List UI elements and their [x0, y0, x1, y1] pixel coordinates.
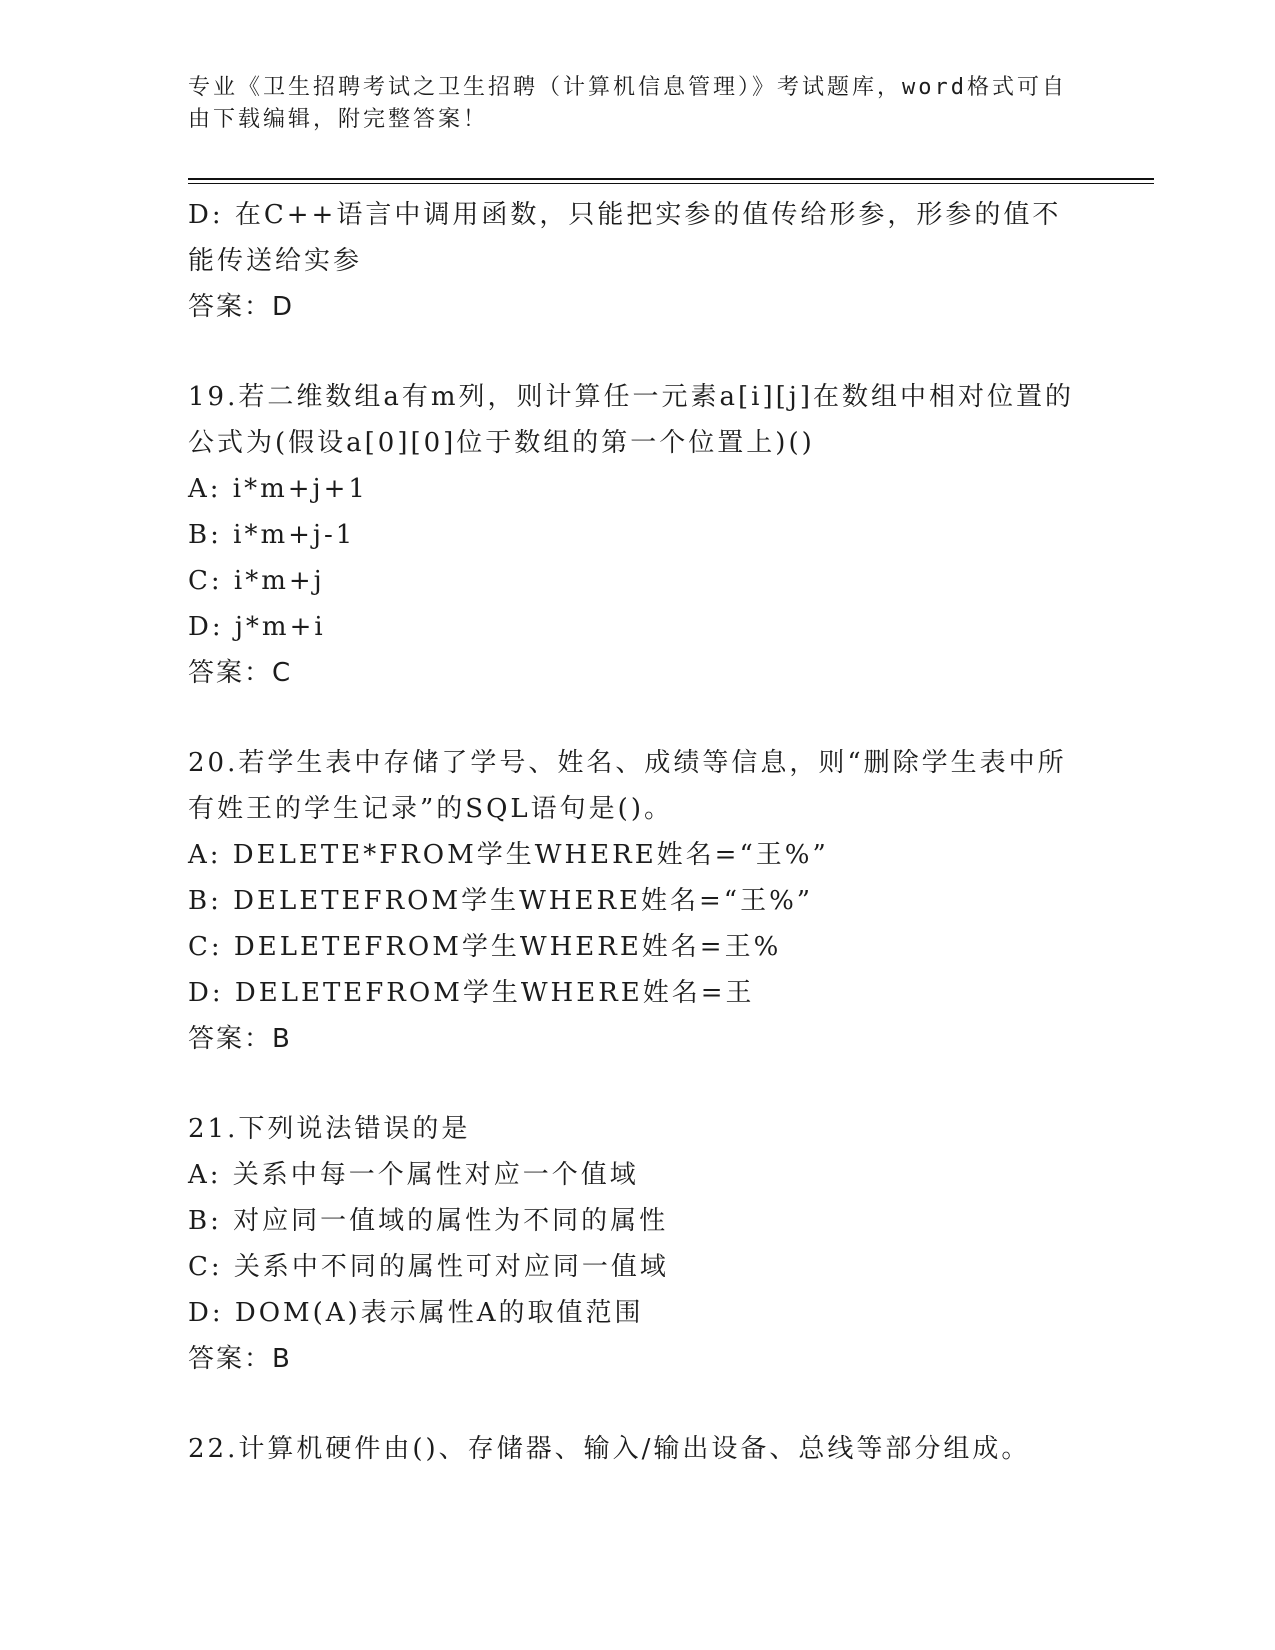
option-a: A: DELETE*FROM学生WHERE姓名=“王%” [188, 840, 829, 870]
carryover-option-d: D: 在C++语言中调用函数，只能把实参的值传给形参，形参的值不能传送给实参 [188, 200, 1062, 276]
answer-line: 答案：B [188, 1024, 292, 1054]
option-a: A: 关系中每一个属性对应一个值域 [188, 1160, 639, 1190]
document-header: 专业《卫生招聘考试之卫生招聘（计算机信息管理）》考试题库，word格式可自由下载编辑，附完整答案！ [188, 75, 1067, 132]
option-d: D: DOM(A)表示属性A的取值范围 [188, 1298, 644, 1328]
option-c: C: 关系中不同的属性可对应同一值域 [188, 1252, 669, 1282]
option-b: B: 对应同一值域的属性为不同的属性 [188, 1206, 669, 1236]
header-divider-thick [188, 178, 1154, 180]
carryover-answer: 答案：D [188, 292, 295, 322]
option-b: B: DELETEFROM学生WHERE姓名=“王%” [188, 886, 814, 916]
option-c: C: DELETEFROM学生WHERE姓名=王% [188, 932, 782, 962]
question-22 [188, 1426, 1078, 1472]
question-stem: 21.下列说法错误的是 [188, 1114, 471, 1144]
header-divider-thin [188, 183, 1154, 184]
question-stem: 20.若学生表中存储了学号、姓名、成绩等信息，则“删除学生表中所有姓王的学生记录”的SQL语句是()。 [188, 748, 1067, 824]
option-c: C: i*m+j [188, 566, 325, 596]
option-d: D: j*m+i [188, 612, 326, 642]
question-stem: 22.计算机硬件由()、存储器、输入/输出设备、总线等部分组成。 [188, 1434, 1031, 1464]
option-d: D: DELETEFROM学生WHERE姓名=王 [188, 978, 755, 1008]
question-19 [188, 374, 1078, 696]
option-b: B: i*m+j-1 [188, 520, 356, 550]
question-content [188, 192, 1078, 1472]
question-stem: 19.若二维数组a有m列，则计算任一元素a[i][j]在数组中相对位置的公式为(假设a[0][0]位于数组的第一个位置上)() [188, 382, 1074, 458]
answer-line: 答案：B [188, 1344, 292, 1374]
answer-line: 答案：C [188, 658, 293, 688]
option-a: A: i*m+j+1 [188, 474, 368, 504]
question-21 [188, 1106, 1078, 1382]
question-20 [188, 740, 1078, 1062]
